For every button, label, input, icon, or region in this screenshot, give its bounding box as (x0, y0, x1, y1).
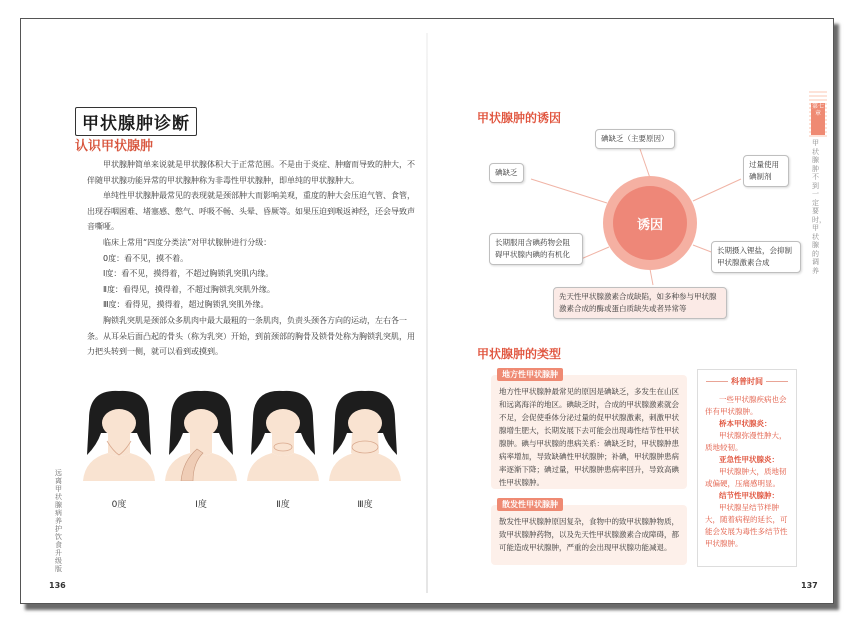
right-page (431, 33, 826, 593)
grade-line: Ⅲ度：看得见，摸得着，超过胸锁乳突肌外缘。 (103, 300, 269, 310)
types-title: 甲状腺肿的类型 (477, 347, 562, 361)
figure-caption: 0度 (111, 500, 127, 510)
book-title-vertical: 远离甲状腺病 养护饮食升级版 (55, 469, 62, 573)
cause-box: 长期摄入锂盐，会抑制甲状腺激素合成 (711, 241, 801, 273)
paragraph: 临床上常用“四度分类法”对甲状腺肿进行分级： (103, 237, 272, 247)
type-card-endemic (491, 370, 687, 489)
chapter-tab: 第七章 (811, 103, 825, 135)
type-label: 散发性甲状腺肿 (497, 498, 563, 511)
neck-illustration-grade-0 (81, 389, 157, 481)
cause-box: 长期服用含碘药物会阻碍甲状腺内碘的有机化 (489, 233, 583, 265)
type-label: 地方性甲状腺肿 (497, 368, 563, 381)
left-page (33, 33, 423, 593)
body-text (87, 157, 419, 360)
sidebar-heading: 桥本甲状腺炎： (719, 419, 772, 428)
sidebar-heading: 亚急性甲状腺炎： (719, 455, 779, 464)
sidebar-item: 一些甲状腺疾病也会伴有甲状腺肿。 (705, 395, 787, 416)
grade-line: Ⅰ度：看不见，摸得着，不超过胸锁乳突肌内缘。 (103, 269, 274, 279)
sidebar-text (705, 394, 791, 550)
cause-box: 过量使用碘制剂 (743, 155, 789, 187)
hub-label: 诱因 (613, 186, 687, 260)
neck-illustration-grade-2 (245, 389, 321, 481)
paragraph: 甲状腺肿简单来说就是甲状腺体积大于正常范围。不是由于炎症、肿瘤而导致的肿大，不伴随甲状腺功能异常的甲状腺肿称为非毒性甲状腺肿，即单纯的甲状腺肿大。 (87, 160, 415, 185)
page-title: 甲状腺肿诊断 (75, 107, 197, 136)
figure-caption: Ⅱ度 (276, 500, 290, 510)
sidebar-title: 科普时间 (698, 376, 796, 387)
neck-illustration-grade-3 (327, 389, 403, 481)
causes-title: 甲状腺肿的诱因 (477, 111, 562, 125)
cause-box: 先天性甲状腺激素合成缺陷，如多种参与甲状腺激素合成的酶或蛋白质缺失或者异常等 (553, 287, 727, 319)
paragraph: 胸锁乳突肌是颈部众多肌肉中最大最粗的一条肌肉，负责头颈各方向的运动，左右各一条。从耳朵后面凸起的骨头（称为乳突）开始，到前颈部的胸骨及锁骨处称为胸锁乳突肌，用力把头转到一侧，就可以看到或摸到。 (87, 315, 415, 357)
paragraph: 单纯性甲状腺肿最常见的表现就是颈部肿大而影响美观，重度的肿大会压迫气管、食管，出现吞咽困难、堵塞感、憋气、呼吸不畅、头晕、昏厥等。如果压迫到喉返神经，还会导致声音嘶哑。 (87, 191, 415, 232)
goiter-grade-figures (81, 389, 411, 509)
figure-caption: Ⅲ度 (357, 500, 373, 510)
science-sidebar (697, 369, 797, 567)
type-text: 散发性甲状腺肿原因复杂，食物中的致甲状腺肿物质，致甲状腺肿药物，以及先天性甲状腺激素合成障碍，都可能造成甲状腺肿，严重的会出现甲状腺功能减退。 (499, 517, 679, 552)
type-text: 地方性甲状腺肿最常见的原因是碘缺乏，多发生在山区和远离海洋的地区。碘缺乏时，合成的甲状腺激素就会不足，会促使垂体分泌过量的促甲状腺激素，刺激甲状腺增生肥大，长期发展下去可能会出现毒性结节性甲状腺肿。碘与甲状腺的患病关系：碘缺乏时，甲状腺肿患病率增加，导致缺碘性甲状腺肿；补碘，甲状腺肿患病率逐渐下降；碘过量，甲状腺肿患病率回升，导致高碘性甲状腺肿。 (499, 387, 679, 487)
gutter (426, 33, 428, 593)
cause-box: 碘缺乏 (489, 163, 524, 183)
figure-caption: Ⅰ度 (195, 500, 207, 510)
neck-illustration-grade-1 (163, 389, 239, 481)
grade-line: Ⅱ度：看得见，摸得着，不超过胸锁乳突肌外缘。 (103, 284, 275, 294)
section-title: 认识甲状腺肿 (75, 139, 154, 154)
book-spread (20, 18, 834, 604)
sidebar-item: 甲状腺肿大，质地韧或偏硬，压痛感明显。 (705, 467, 787, 488)
page-number: 136 (49, 581, 66, 590)
sidebar-heading: 结节性甲状腺肿： (719, 491, 779, 500)
page-number: 137 (801, 581, 818, 590)
sidebar-item: 甲状腺呈结节样肿大，随着病程的延长，可能会发展为毒性多结节性甲状腺肿。 (705, 503, 788, 548)
chapter-side-text: 甲状腺肿不到一定要时，甲状腺的调养 (812, 139, 826, 275)
sidebar-item: 甲状腺弥漫性肿大，质地较韧。 (705, 431, 787, 452)
cause-box: 碘缺乏（主要原因） (595, 129, 675, 149)
grade-line: 0度：看不见，摸不着。 (103, 253, 189, 263)
type-card-sporadic (491, 500, 687, 565)
